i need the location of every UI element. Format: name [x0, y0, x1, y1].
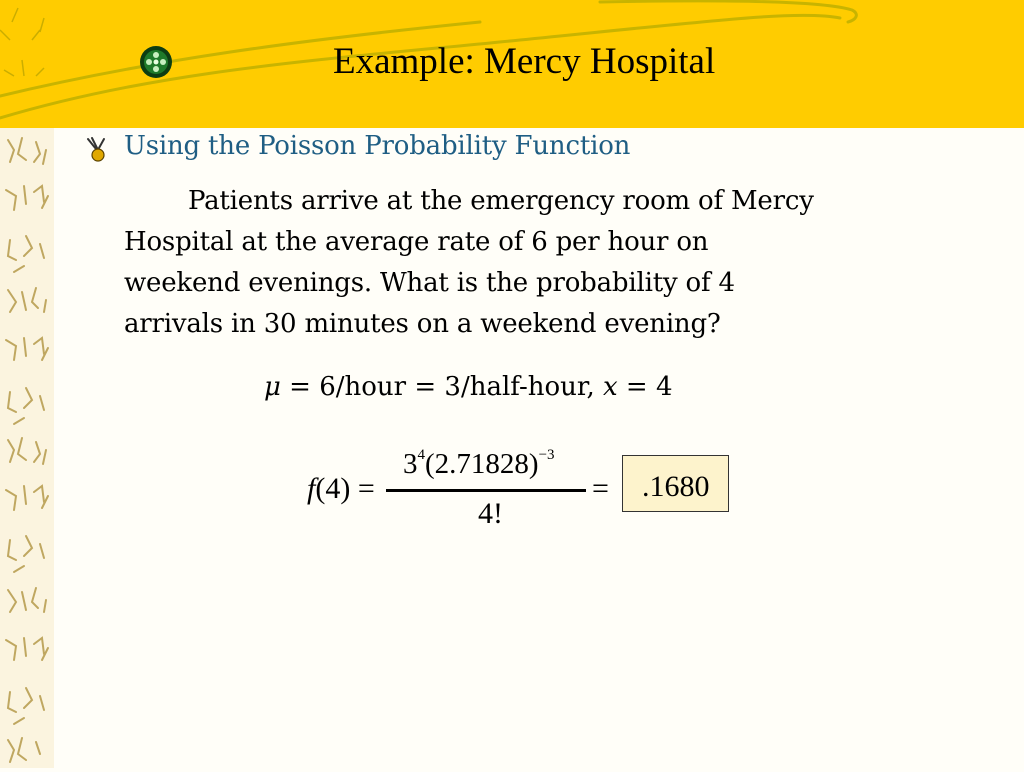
formula-function-name: f: [307, 472, 316, 505]
numerator-base: 3: [403, 448, 418, 480]
x-symbol: x: [603, 372, 618, 402]
mu-symbol: μ: [264, 372, 281, 402]
slide-title: Example: Mercy Hospital: [333, 41, 716, 82]
numerator-exponent-2: −3: [538, 447, 555, 463]
numerator-exponent: 4: [417, 447, 425, 463]
problem-line: arrivals in 30 minutes on a weekend evening?: [124, 309, 721, 339]
formula-numerator: [403, 447, 555, 481]
fraction-bar: [386, 489, 586, 492]
result-value: .1680: [642, 470, 710, 503]
problem-line: Hospital at the average rate of 6 per hour on: [124, 227, 709, 257]
subheading: Using the Poisson Probability Function: [124, 131, 631, 161]
x-definition: = 4: [617, 372, 673, 402]
formula-denominator: 4!: [478, 497, 503, 530]
mu-definition: = 6/hour = 3/half-hour,: [280, 372, 603, 402]
formula-lhs: [307, 472, 375, 506]
formula-lhs-rest: (4) =: [315, 472, 375, 505]
problem-line: weekend evenings. What is the probability of 4: [124, 268, 735, 298]
formula-equals: =: [592, 472, 609, 505]
numerator-rest: (2.71828): [425, 448, 539, 480]
problem-line: Patients arrive at the emergency room of Mercy: [188, 186, 814, 216]
